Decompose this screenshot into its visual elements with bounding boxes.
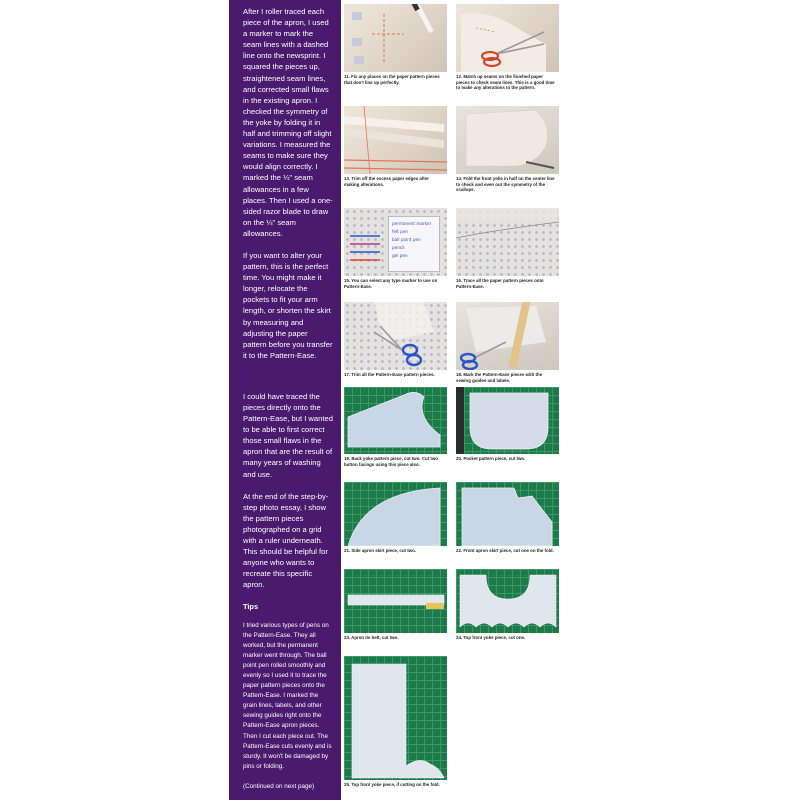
photo-caption: 19. Back yoke pattern piece, cut two. Cut two button facings using this piece also. [344,456,438,467]
sidebar-text-column [229,0,341,800]
photo-card-14 [456,106,559,193]
tie-belt-piece-icon [344,569,447,633]
photo-card-25 [344,656,447,788]
side-skirt-piece-icon [344,482,447,546]
photo-13 [344,106,447,174]
tips-heading: Tips [243,601,259,611]
marker-note-card [388,216,440,272]
photo-caption: 16. Trace all the paper pattern pieces onto Pattern-Ease. [456,278,544,289]
photo-card-15 [344,208,447,289]
photo-18 [456,302,559,370]
photo-25 [344,656,447,780]
photo-20 [456,387,559,454]
marker-note-line: felt pen [392,229,409,234]
front-skirt-piece-icon [456,482,559,546]
photo-card-13 [344,106,447,187]
photo-card-21 [344,482,447,554]
photo-card-24 [456,569,559,641]
photo-14 [456,106,559,174]
continued-note: (Continued on next page) [243,782,315,790]
photo-card-16 [456,208,559,289]
half-yoke-piece-icon [344,656,447,780]
photo-24 [456,569,559,633]
photo-gallery [344,0,560,800]
alteration-paragraph: If you want to alter your pattern, this is the perfect time. You might make it longer, relocate the pockets to fit your arm length, or shorten the skirt by measuring and adjusting the paper pattern before you transfer it to the Pattern-Ease. [243,250,333,360]
grid-paragraph: At the end of the step-by-step photo essay, I show the pattern pieces photographed on a grid with a ruler underneath. This should be helpful for anyone who wants to recreate this specific apron. [243,491,329,590]
marker-note-line: permanent marker [392,221,432,226]
tracing-paragraph: I could have traced the pieces directly onto the Pattern-Ease, but I wanted to be able to first correct those small flaws in the apron that are the result of many years of washing and use. [243,391,333,479]
photo-caption: 23. Apron tie belt, cut two. [344,635,399,640]
scissors-ruler-icon [456,302,559,370]
tips-paragraph: I tried various types of pens on the Pattern-Ease. They all worked, but the permanent marker went through. The ball point pen rolled smoothly and evenly so I used it to trace the paper pattern pieces onto the Pattern-Ease. I marked the grain lines, labels, and other sewing guides right onto the Pattern-Ease apron pieces. Then I cut each piece out. The Pattern-Ease cuts evenly and is sturdy. It won't be damaged by pins or folding. [243,621,332,770]
intro-paragraph: After I roller traced each piece of the apron, I used a marker to mark the seam lines with a dashed line onto the newsprint. I squared the pieces up, straightened seam lines, and corrected small flaws in the existing apron. I checked the symmetry of the yoke by folding it in half and trimming off slight variations. I measured the seams to make sure they would align correctly. I marked the ¼" seam allowances in a few places. Then I used a one-sided razor blade to draw on the ¼" seam allowances. [243,7,333,238]
back-yoke-piece-icon [344,387,447,454]
photo-card-18 [456,302,559,383]
photo-caption: 17. Trim all the Pattern-Ease pattern pieces. [344,372,435,377]
photo-16 [456,208,559,276]
photo-caption: 18. Mark the Pattern-Ease pieces with the sewing guides and labels. [456,372,543,383]
photo-22 [456,482,559,546]
scissors-icon [344,302,447,370]
photo-card-23 [344,569,447,641]
pocket-piece-icon [456,387,559,454]
photo-caption: 11. Fix any places on the paper pattern pieces that don't line up perfectly. [344,74,440,85]
photo-card-19 [344,387,447,467]
photo-15 [344,208,447,276]
photo-caption: 14. Fold the front yoke in half on the center line to check and even out the symmetry of the scallops. [456,176,555,193]
photo-caption: 22. Front apron skirt piece, cut one on the fold. [456,548,554,553]
photo-card-22 [456,482,559,554]
photo-23 [344,569,447,633]
photo-11 [344,4,447,72]
photo-caption: 24. Top front yoke piece, cut one. [456,635,526,640]
photo-caption: 20. Pocket pattern piece, cut two. [456,456,526,461]
paper-strips-icon [344,106,447,174]
photo-caption: 15. You can select any type marker to use on Pattern-Ease. [344,278,438,289]
photo-card-11 [344,4,447,85]
photo-21 [344,482,447,546]
photo-19 [344,387,447,454]
photo-card-12 [456,4,559,91]
photo-17 [344,302,447,370]
photo-12 [456,4,559,72]
photo-card-20 [456,387,559,462]
front-yoke-piece-icon [456,569,559,633]
traced-line-icon [456,208,559,276]
photo-caption: 13. Trim off the excess paper edges after making alterations. [344,176,429,187]
photo-caption: 25. Top front yoke piece, if cutting on the fold. [344,782,440,787]
marker-note-line: ball point pen [392,237,421,242]
photo-caption: 12. Match up seams on the finished paper pieces to check seam lines. This is a good time to make any alterations to the pattern. [456,74,555,91]
photo-card-17 [344,302,447,378]
photo-caption: 21. Side apron skirt piece, cut two. [344,548,416,553]
scissors-icon [456,4,559,72]
folded-yoke-icon [456,106,559,174]
paper-pattern-icon [344,4,447,72]
marker-note-line: pencil [392,245,405,250]
marker-note-line: gel pen [392,253,408,258]
